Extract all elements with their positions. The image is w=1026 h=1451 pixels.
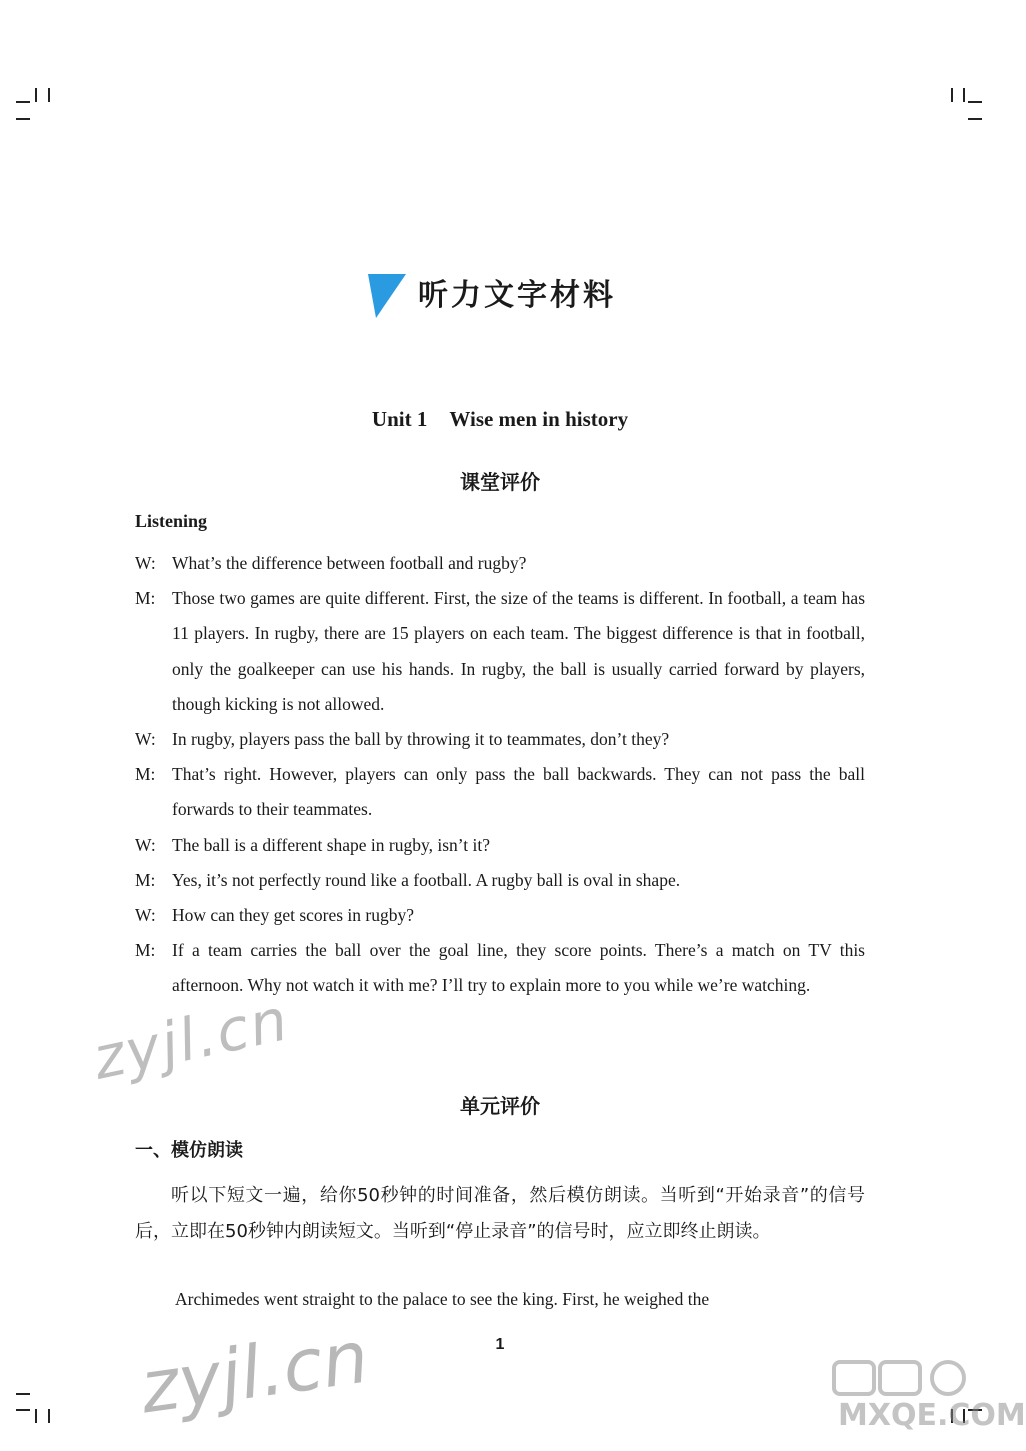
dialogue-turn — [135, 722, 865, 757]
watermark-logo-icon — [830, 1356, 970, 1400]
part-one-instruction: 听以下短文一遍，给你50秒钟的时间准备，然后模仿朗读。当听到“开始录音”的信号后，立即在50秒钟内朗读短文。当听到“停止录音”的信号时，应立即终止朗读。 — [135, 1185, 865, 1242]
section-title-class: 课堂评价 — [460, 470, 540, 494]
dialogue-turn — [135, 581, 865, 722]
crop-mark-top-left — [16, 101, 30, 103]
dialogue-text: If a team carries the ball over the goal line, they score points. There’s a match on TV this afternoon. Why not watch it with me? I’ll try to explain more to you while we’re watching. — [172, 940, 865, 996]
page-title: 听力文字材料 — [418, 278, 616, 313]
chapter-heading — [368, 272, 668, 322]
crop-mark-top-right — [968, 101, 982, 103]
speaker-label: M: — [135, 869, 156, 890]
speaker-label: M: — [135, 588, 156, 609]
speaker-label: W: — [135, 553, 156, 573]
dialogue-turn — [135, 863, 865, 898]
crop-mark-top-right — [968, 118, 982, 120]
dialogue-text: What’s the difference between football and rugby? — [172, 553, 527, 573]
dialogue-text: That’s right. However, players can only pass the ball backwards. They can not pass the ball forwards to their teammates. — [172, 764, 865, 820]
crop-mark-top-right — [963, 88, 965, 102]
crop-mark-bottom-left — [16, 1409, 30, 1411]
watermark-corner: MXQE.COM — [838, 1398, 1026, 1433]
dialogue-turn — [135, 828, 865, 863]
page-number: 1 — [495, 1336, 505, 1353]
dialogue-text: The ball is a different shape in rugby, isn’t it? — [172, 834, 490, 855]
crop-mark-bottom-left — [35, 1409, 37, 1423]
dialogue-text: Yes, it’s not perfectly round like a football. A rugby ball is oval in shape. — [172, 869, 681, 890]
crop-mark-top-left — [35, 88, 37, 102]
watermark-large: zyjl.cn — [135, 1314, 374, 1430]
section-title-unit: 单元评价 — [460, 1094, 540, 1118]
speaker-label: W: — [135, 905, 156, 926]
dialogue-turn — [135, 757, 865, 827]
part-one-heading: 一、模仿朗读 — [135, 1140, 243, 1161]
listening-label: Listening — [135, 511, 208, 531]
dialogue-text: In rugby, players pass the ball by throwing it to teammates, don’t they? — [172, 729, 670, 750]
dialogue-text: Those two games are quite different. First, the size of the teams is different. In football, a team has 11 players. In rugby, there are 15 players on each team. The biggest difference is that in football, only the goalkeeper can use his hands. In rugby, the ball is usually carried forward by players, though kicking is not allowed. — [172, 588, 865, 714]
dialogue-turn — [135, 898, 865, 933]
speaker-label: M: — [135, 764, 156, 785]
speaker-label: W: — [135, 834, 156, 855]
crop-mark-bottom-left — [48, 1409, 50, 1423]
watermark-small: zyjl.cn — [87, 985, 295, 1093]
dialogue-text: How can they get scores in rugby? — [172, 905, 415, 926]
speaker-label: M: — [135, 940, 156, 961]
crop-mark-bottom-left — [16, 1393, 30, 1395]
unit-label: Unit 1 — [371, 407, 428, 431]
dialogue-turn — [135, 546, 865, 581]
crop-mark-top-left — [48, 88, 50, 102]
listening-dialogue — [135, 546, 865, 1004]
reading-passage: Archimedes went straight to the palace to see the king. First, he weighed the — [175, 1289, 710, 1309]
heading-triangle-icon — [368, 274, 406, 318]
speaker-label: W: — [135, 729, 156, 750]
unit-name: Wise men in history — [449, 407, 629, 431]
unit-title — [0, 407, 1000, 432]
crop-mark-top-right — [951, 88, 953, 102]
crop-mark-top-left — [16, 118, 30, 120]
